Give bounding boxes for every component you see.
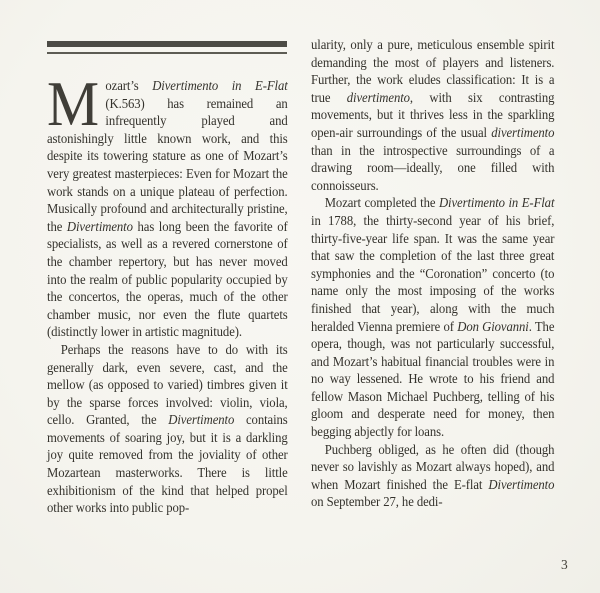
- page-number: 3: [561, 557, 568, 572]
- rule-thick-bar: [47, 41, 287, 47]
- paragraph-reasons: Perhaps the reasons have to do with its generally dark, even severe, cast, and the mellow (as opposed to varied) timbres given it by the sparse forces involved: violin, viola, cello. Granted, the Divertimento contains movements of soaring joy, but it is a darkling joy quite removed from the joviality of other Mozartean masterworks. There is little exhibitionism of the kind that helped propel other works into public pop-: [47, 342, 288, 517]
- right-column: [311, 37, 554, 512]
- paragraph-continuation: ularity, only a pure, meticulous ensemble spirit demanding the most of players and listeners. Further, the work eludes classification: It is a true divertimento, with six contrasting movements, but it thrives less in the sparkling open-air surroundings of the usual divertimento than in the introspective surroundings of a drawing room—ideally, one filled with connoisseurs.: [311, 38, 555, 194]
- paragraph-completed-1788: Mozart completed the Divertimento in E-Flat in 1788, the thirty-second year of his brief, thirty-five-year life span. It was the same year that saw the completion of the last three great symphonies and the “Coronation” concerto (to name only the most imposing of the works finished that year), along with the much heralded Vienna premiere of Don Giovanni. The opera, though, was not particularly successful, and Mozart’s habitual financial troubles were in no way lessened. He wrote to his friend and fellow Mason Michael Puchberg, telling of his gloom and desperate need for money, then begging abjectly for loans.: [311, 196, 555, 441]
- left-column: [47, 68, 288, 518]
- section-rule: [47, 41, 287, 54]
- drop-cap: M: [47, 68, 99, 139]
- paragraph-puchberg: Puchberg obliged, as he often did (though never so lavishly as Mozart always hoped), and when Mozart finished the E-flat Divertimento on September 27, he dedi-: [311, 442, 555, 511]
- paragraph-opening: Mozart’s Divertimento in E-Flat (K.563) has remained an infrequently played and astonishingly little known work, and this despite its towering stature as one of Mozart’s very greatest masterpieces: Even for Mozart the work stands on a unique plateau of perfection. Musically profound and architecturally pristine, the Divertimento has long been the favorite of specialists, as well as a revered cornerstone of the chamber repertory, but has never moved into the realm of public popularity occupied by the concertos, the operas, much of the other chamber music, nor even the flute quartets (distinctly lower in artistic magnitude).: [47, 68, 288, 341]
- rule-thin-bar: [47, 52, 287, 54]
